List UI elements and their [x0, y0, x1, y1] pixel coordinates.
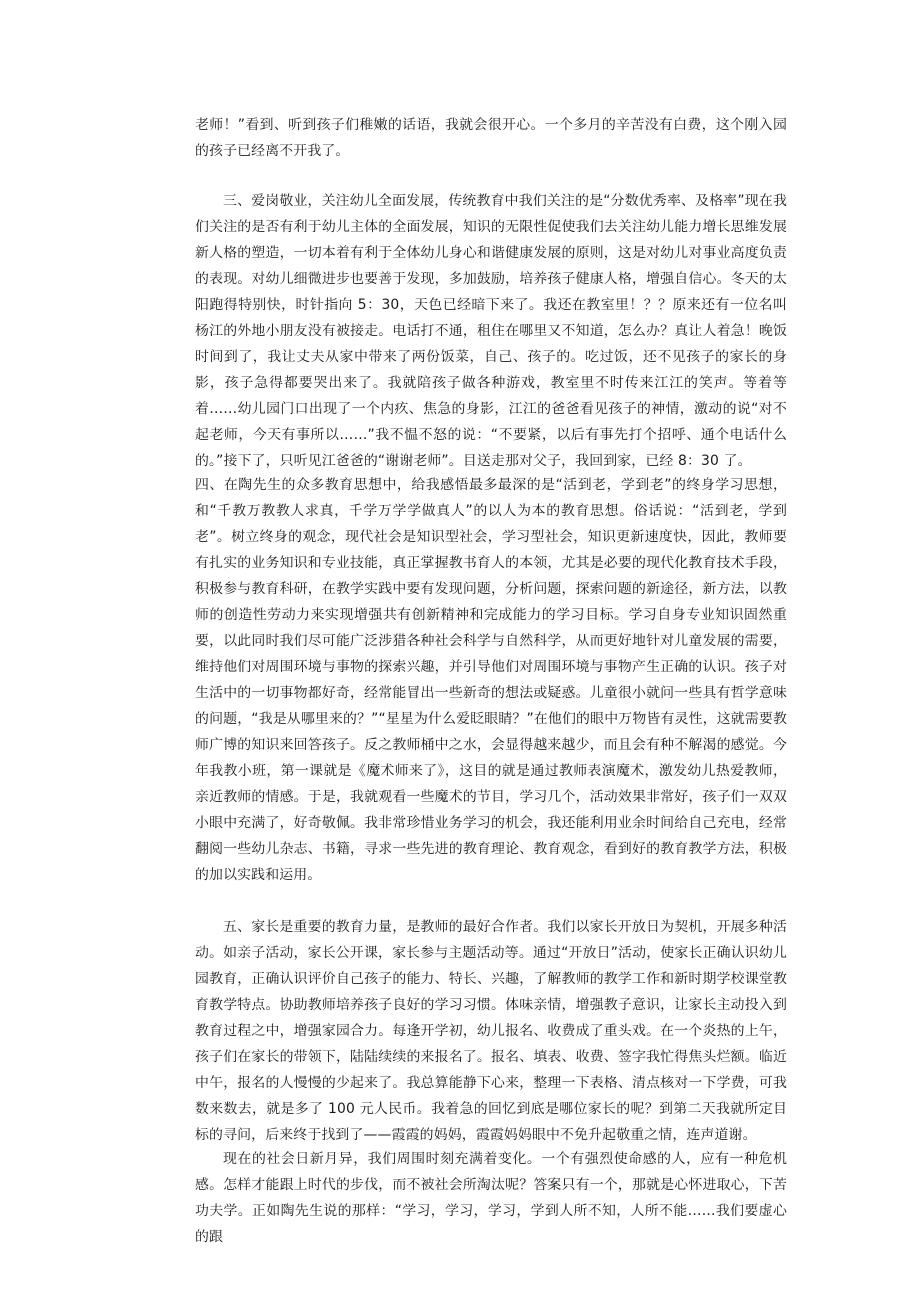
paragraph-section-three: 三、爱岗敬业，关注幼儿全面发展，传统教育中我们关注的是“分数优秀率、及格率”现在我们关注的是否有利于幼儿主体的全面发展，知识的无限性促使我们去关注幼儿能力增长思维发展新人格的塑造，一切本着有利于全体幼儿身心和谐健康发展的原则，这是对幼儿对事业高度负责的表现。对幼儿细微进步也要善于发现，多加鼓励，培养孩子健康人格，增强自信心。冬天的太阳跑得特别快，时针指向 5：30，天色已经暗下来了。我还在教室里！？？原来还有一位名叫杨江的外地小朋友没有被接走。电话打不通，租住在哪里又不知道，怎么办？真让人着急！晚饭时间到了，我让丈夫从家中带来了两份饭菜，自己、孩子的。吃过饭，还不见孩子的家长的身影，孩子急得都要哭出来了。我就陪孩子做各种游戏，教室里不时传来江江的笑声。等着等着……幼儿园门口出现了一个内疚、焦急的身影，江江的爸爸看见孩子的神情，激动的说“对不起老师，今天有事所以……”我不愠不怒的说：“不要紧，以后有事先打个招呼、通个电话什么的。”接下了，只听见江爸爸的“谢谢老师”。目送走那对父子，我回到家，已经 8：30 了。 [195, 193, 787, 469]
paragraph-section-five: 五、家长是重要的教育力量，是教师的最好合作者。我们以家长开放日为契机，开展多种活动。如亲子活动，家长公开课，家长参与主题活动等。通过“开放日”活动，使家长正确认识幼儿园教育，正确认识评价自己孩子的能力、特长、兴趣，了解教师的教学工作和新时期学校课堂教育教学特点。协助教师培养孩子良好的学习习惯。体味亲情，增强教子意识，让家长主动投入到教育过程之中，增强家园合力。每逢开学初，幼儿报名、收费成了重头戏。在一个炎热的上午，孩子们在家长的带领下，陆陆续续的来报名了。报名、填表、收费、签字我忙得焦头烂额。临近中午，报名的人慢慢的少起来了。我总算能静下心来，整理一下表格、清点核对一下学费，可我数来数去，就是多了 100 元人民币。我着急的回忆到底是哪位家长的呢？到第二天我就所定目标的寻问，后来终于找到了——霞霞的妈妈，霞霞妈妈眼中不免升起敬重之情，连声道谢。 [195, 919, 787, 1143]
paragraph-closing: 现在的社会日新月异，我们周围时刻充满着变化。一个有强烈使命感的人，应有一种危机感。怎样才能跟上时代的步伐，而不被社会所淘汰呢？答案只有一个，那就是心怀进取心，下苦功夫学。正如陶先生说的那样：“学习，学习，学习，学到人所不知，人所不能……我们要虚心的跟 [195, 1151, 787, 1245]
paragraph-continuation: 老师！”看到、听到孩子们稚嫩的话语，我就会很开心。一个多月的辛苦没有白费，这个刚入园的孩子已经离不开我了。 [195, 117, 787, 159]
paragraph-section-four: 四、在陶先生的众多教育思想中，给我感悟最多最深的是“活到老，学到老”的终身学习思想，和“千教万教教人求真，千学万学学做真人”的以人为本的教育思想。俗话说：“活到老，学到老”。树立终身的观念，现代社会是知识型社会，学习型社会，知识更新速度快，因此，教师要有扎实的业务知识和专业技能，真正掌握教书育人的本领，尤其是必要的现代化教育技术手段，积极参与教育科研，在教学实践中要有发现问题，分析问题，探索问题的新途径，新方法，以教师的创造性劳动力来实现增强共有创新精神和完成能力的学习目标。学习自身专业知识固然重要，以此同时我们尽可能广泛涉猎各种社会科学与自然科学，从而更好地针对儿童发展的需要，维持他们对周围环境与事物的探索兴趣，并引导他们对周围环境与事物产生正确的认识。孩子对生活中的一切事物都好奇，经常能冒出一些新奇的想法或疑惑。儿童很小就问一些具有哲学意味的问题，“我是从哪里来的？”“星星为什么爱眨眼睛？”在他们的眼中万物皆有灵性，这就需要教师广博的知识来回答孩子。反之教师桶中之水，会显得越来越少，而且会有种不解渴的感觉。今年我教小班，第一课就是《魔术师来了》，这目的就是通过教师表演魔术，激发幼儿热爱教师，亲近教师的情感。于是，我就观看一些魔术的节目，学习几个，活动效果非常好，孩子们一双双小眼中充满了，好奇敬佩。我非常珍惜业务学习的机会，我还能利用业余时间给自己充电，经常翻阅一些幼儿杂志、书籍，寻求一些先进的教育理论、教育观念，看到好的教育教学方法，积极的加以实践和运用。 [195, 477, 787, 883]
